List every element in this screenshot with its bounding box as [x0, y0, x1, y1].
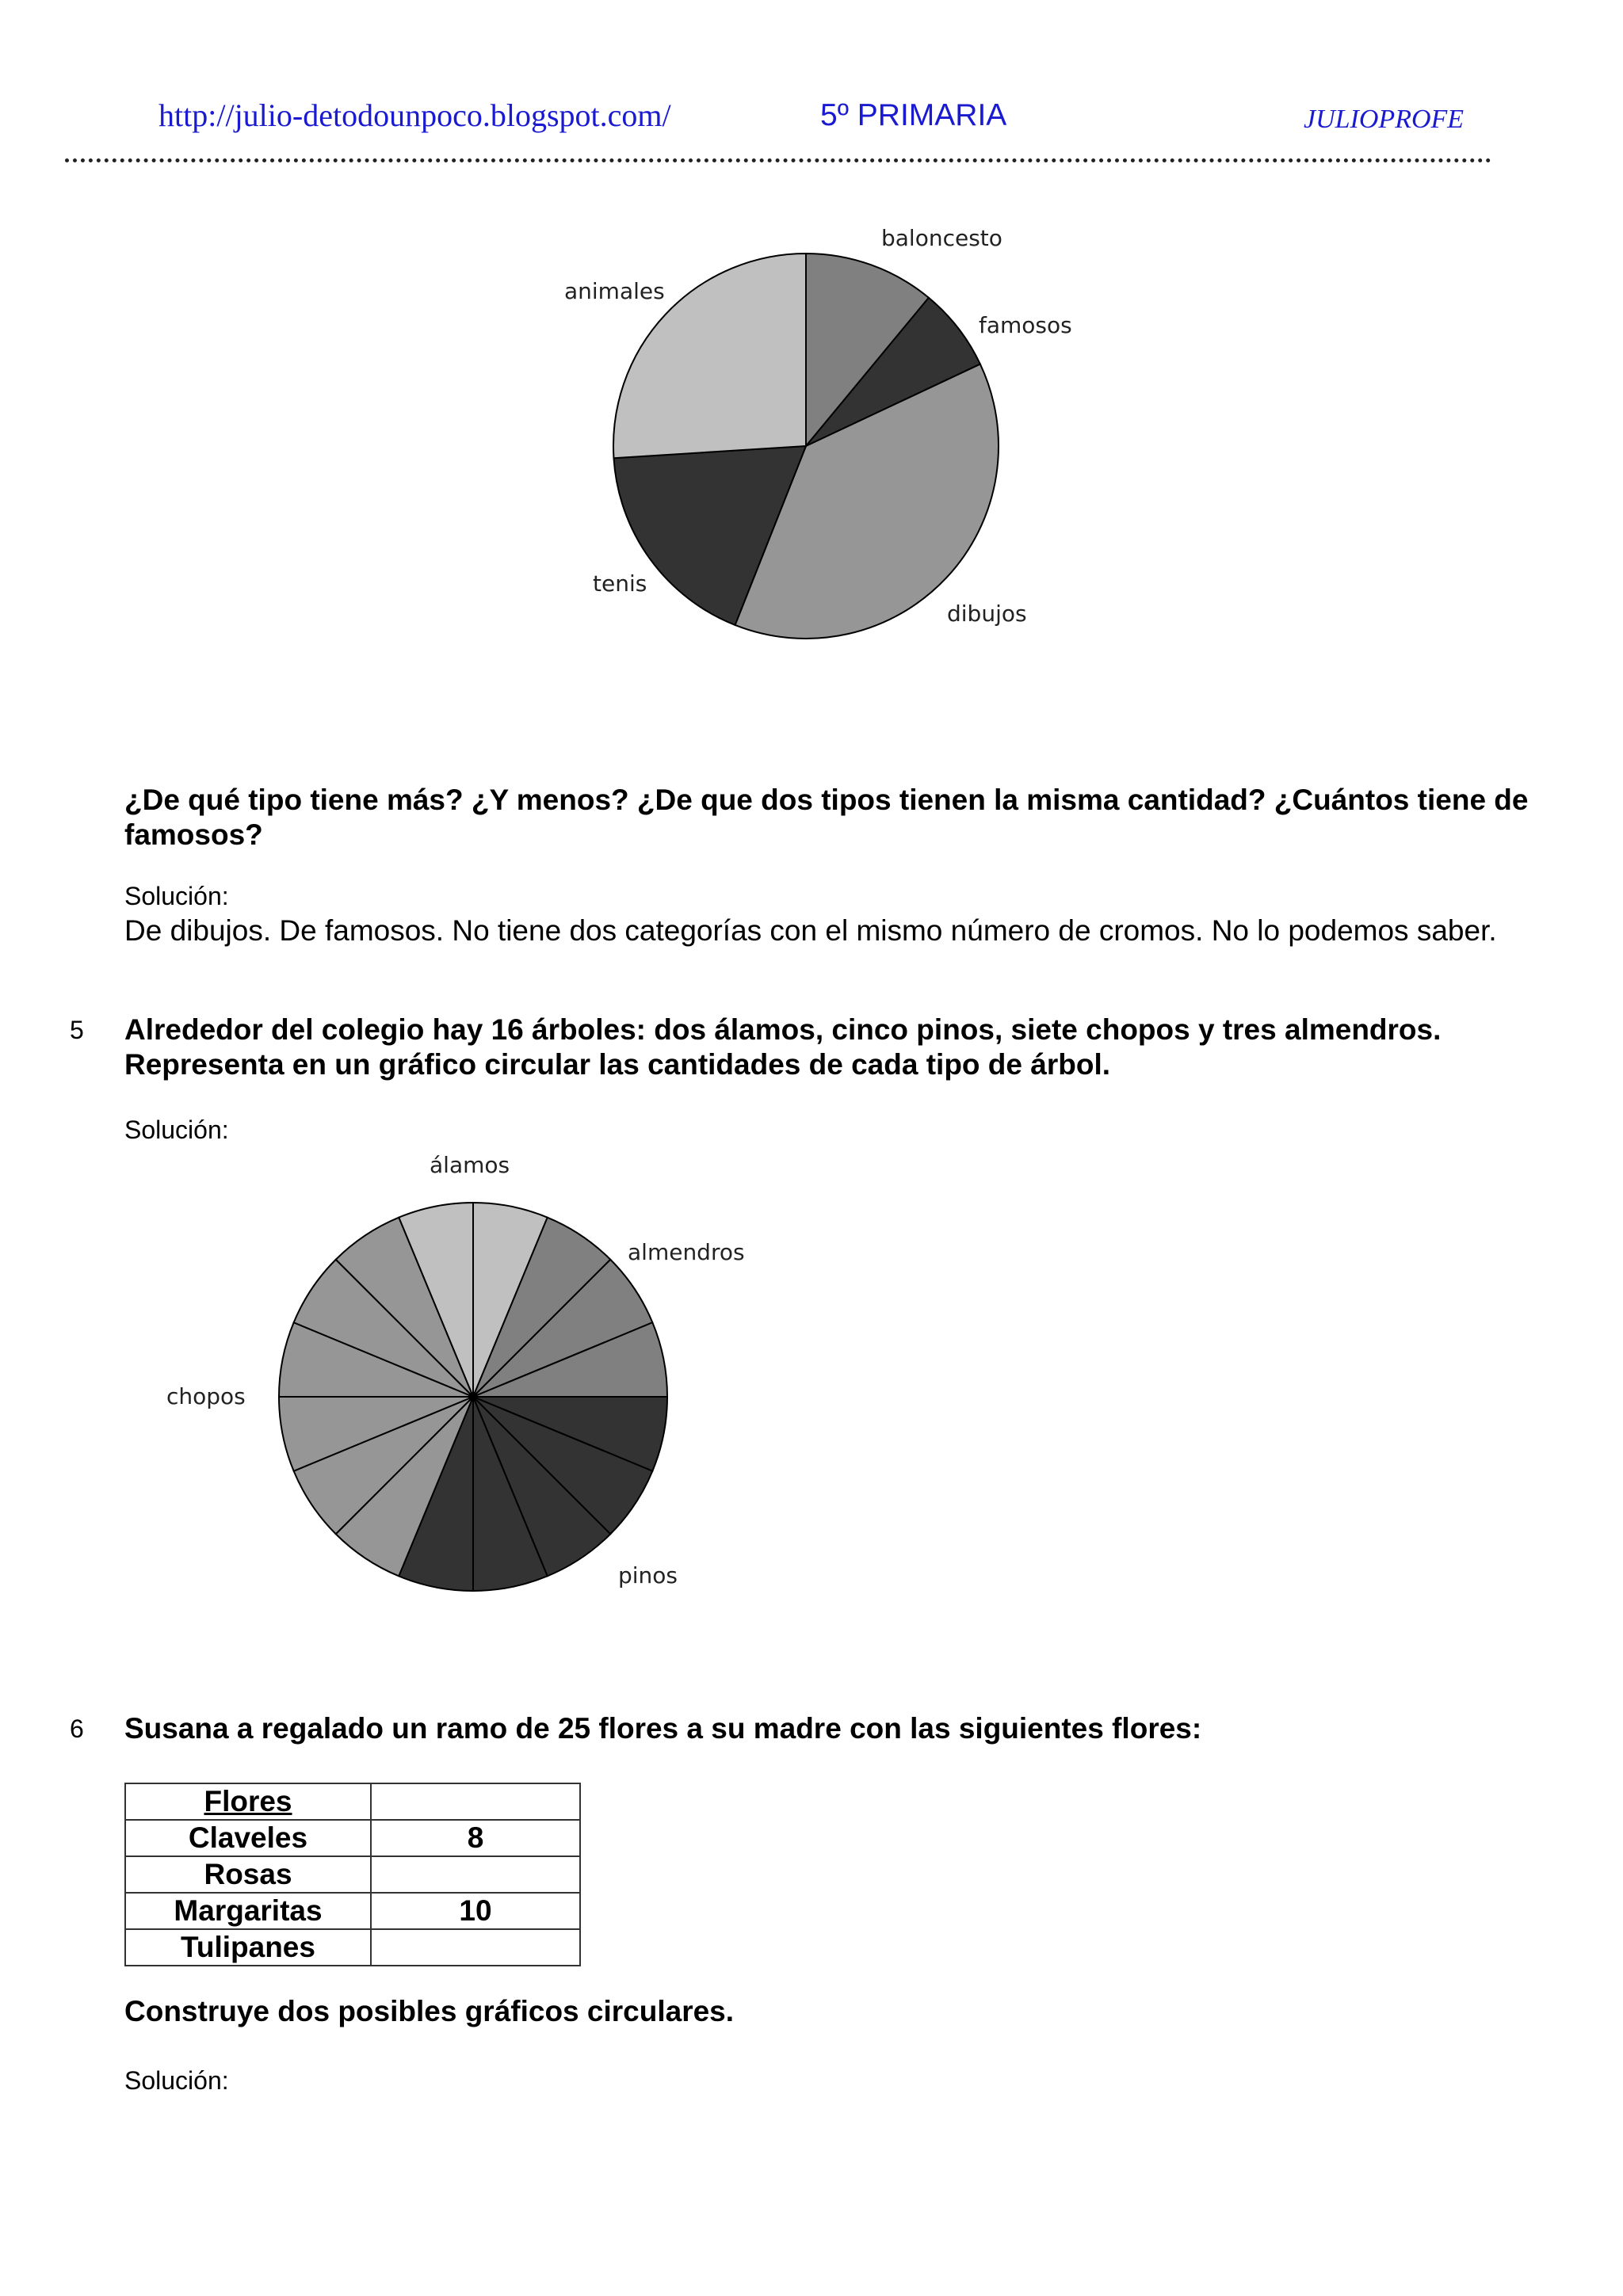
table-header-flores: Flores — [125, 1783, 371, 1820]
exercise6-number: 6 — [70, 1714, 84, 1743]
pie2-label-almendros: almendros — [628, 1239, 745, 1265]
exercise5-question: Alrededor del colegio hay 16 árboles: dos álamos, cinco pinos, siete chopos y tres almendros. Representa en un gráfico circular las cantidades de cada tipo de árbol. — [124, 1013, 1442, 1081]
table-cell-name: Claveles — [125, 1820, 371, 1856]
exercise6-instruction: Construye dos posibles gráficos circulares. — [124, 1995, 735, 2027]
table-row — [125, 1856, 580, 1893]
header-url[interactable]: http://julio-detodounpoco.blogspot.com/ — [158, 97, 671, 133]
exercise5-solution-label: Solución: — [124, 1116, 229, 1144]
pie1-label-dibujos: dibujos — [947, 601, 1027, 627]
table-cell-value: 8 — [371, 1820, 580, 1856]
flowers-table — [124, 1783, 581, 1966]
table-row — [125, 1820, 580, 1856]
table-cell-value — [371, 1929, 580, 1966]
exercise4-question: ¿De qué tipo tiene más? ¿Y menos? ¿De que dos tipos tienen la misma cantidad? ¿Cuántos tiene de famosos? — [124, 784, 1529, 851]
header-divider — [65, 158, 1491, 162]
table-cell-value — [371, 1856, 580, 1893]
header-grade: 5º PRIMARIA — [820, 98, 1007, 132]
exercise4-solution-text: De dibujos. De famosos. No tiene dos categorías con el mismo número de cromos. No lo podemos saber. — [124, 914, 1497, 947]
pie2-label-alamos: álamos — [430, 1152, 510, 1178]
pie2-label-pinos: pinos — [618, 1562, 678, 1589]
pie2-label-chopos: chopos — [166, 1383, 246, 1409]
table-cell-value: 10 — [371, 1893, 580, 1929]
pie1-label-famosos: famosos — [979, 312, 1072, 338]
pie1-label-tenis: tenis — [593, 570, 647, 597]
table-row — [125, 1893, 580, 1929]
table-cell-name: Margaritas — [125, 1893, 371, 1929]
exercise4-solution-label: Solución: — [124, 882, 229, 910]
table-cell-name: Tulipanes — [125, 1929, 371, 1966]
pie-chart-cromos — [539, 214, 1109, 658]
table-cell-name: Rosas — [125, 1856, 371, 1893]
table-row — [125, 1929, 580, 1966]
table-header-row — [125, 1783, 580, 1820]
pie1-label-baloncesto: baloncesto — [881, 225, 1002, 251]
header-author: JULIOPROFE — [1304, 105, 1465, 134]
exercise6-solution-label: Solución: — [124, 2066, 229, 2095]
exercise6-question: Susana a regalado un ramo de 25 flores a su madre con las siguientes flores: — [124, 1712, 1202, 1745]
pie-chart-arboles — [158, 1149, 761, 1608]
exercise5-number: 5 — [70, 1016, 84, 1044]
pie-center-dot — [468, 1392, 478, 1402]
table-cell — [371, 1783, 580, 1820]
pie1-label-animales: animales — [564, 278, 665, 304]
